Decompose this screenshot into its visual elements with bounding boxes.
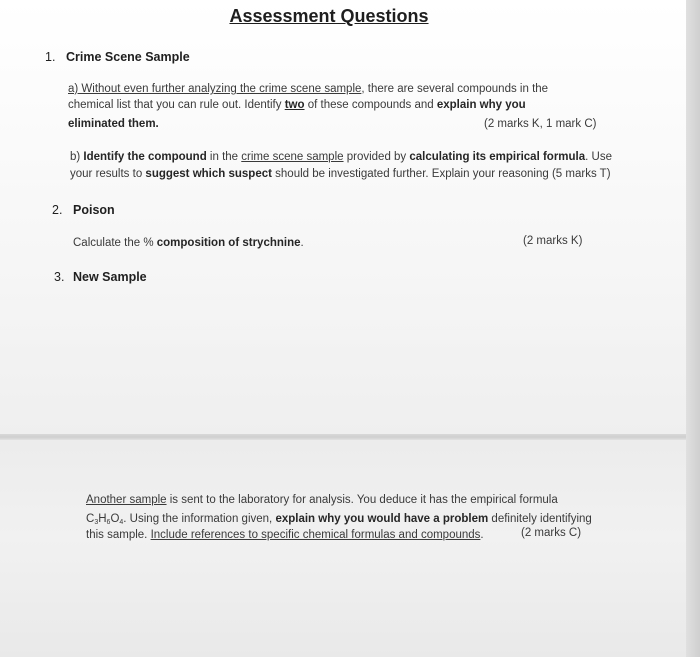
q1b-line2 xyxy=(70,166,611,182)
q3-heading: New Sample xyxy=(73,270,147,284)
q1b-provided-by: provided by xyxy=(343,151,410,163)
q3-line2-text: . Using the information given, xyxy=(123,513,276,525)
q1a-line2 xyxy=(68,97,526,113)
q1b-in-the: in the xyxy=(206,151,242,163)
q1a-underlined-text: a) Without even further analyzing the crime scene sample xyxy=(68,83,362,95)
q2-question xyxy=(73,235,304,251)
q1b-calculating-bold: calculating its empirical formula xyxy=(409,151,586,163)
formula-hydrogen: H xyxy=(98,513,107,525)
q1b-suggest-bold: suggest which suspect xyxy=(145,168,272,180)
formula-hydrogen-sub: 6 xyxy=(106,519,111,526)
q1a-line1-rest: , there are several compounds in the xyxy=(361,83,549,95)
q3-formula xyxy=(86,513,123,525)
formula-oxygen-sub: 4 xyxy=(119,519,124,526)
q1b-identify-bold: Identify the compound xyxy=(83,151,207,163)
q3-line3-text: this sample. xyxy=(86,529,151,541)
q1a-line3 xyxy=(68,116,159,132)
formula-carbon: C xyxy=(86,513,95,525)
q1b-line1 xyxy=(70,149,612,165)
q3-another-sample-underlined: Another sample xyxy=(86,494,167,506)
q3-line1-rest: is sent to the laboratory for analysis. You deduce it has the empirical formula xyxy=(166,494,558,506)
q1b-line2-rest: should be investigated further. Explain your reasoning (5 marks T) xyxy=(271,168,611,180)
q2-composition-bold: composition of strychnine xyxy=(156,237,301,249)
formula-carbon-sub: 3 xyxy=(94,519,99,526)
q1a-two: two xyxy=(284,99,305,111)
q3-line2-rest: definitely identifying xyxy=(488,513,592,525)
q2-heading: Poison xyxy=(73,203,115,217)
q1a-eliminated-bold: eliminated them. xyxy=(68,118,159,130)
page-title: Assessment Questions xyxy=(229,6,429,26)
q1a-line1 xyxy=(68,81,548,97)
q2-text: Calculate the % xyxy=(73,237,157,249)
q3-number: 3. xyxy=(54,270,65,284)
q1a-explain-bold: explain why you xyxy=(436,99,526,111)
q1b-prefix: b) xyxy=(70,151,84,163)
q1b-crime-scene-underlined: crime scene sample xyxy=(241,151,344,163)
q1b-line2-text: your results to xyxy=(70,168,146,180)
formula-oxygen: O xyxy=(110,513,120,525)
q1a-marks: (2 marks K, 1 mark C) xyxy=(484,118,597,130)
q3-marks: (2 marks C) xyxy=(521,527,582,539)
q1-heading: Crime Scene Sample xyxy=(66,50,190,64)
q3-line3-period: . xyxy=(480,529,484,541)
q3-line1 xyxy=(86,492,558,508)
q1a-line2-text-b: of these compounds and xyxy=(304,99,437,111)
q3-line3 xyxy=(86,527,484,543)
q3-explain-bold: explain why you would have a problem xyxy=(275,513,489,525)
q1b-use: . Use xyxy=(585,151,612,163)
page-edge xyxy=(686,0,700,657)
q1a-line2-text: chemical list that you can rule out. Identify xyxy=(68,99,285,111)
page-lower-sheet xyxy=(0,440,686,657)
q1-number: 1. xyxy=(45,50,56,64)
q2-number: 2. xyxy=(52,203,63,217)
q2-marks: (2 marks K) xyxy=(523,235,583,247)
q2-period: . xyxy=(300,237,304,249)
q3-include-references-underlined: Include references to specific chemical formulas and compounds xyxy=(150,529,481,541)
